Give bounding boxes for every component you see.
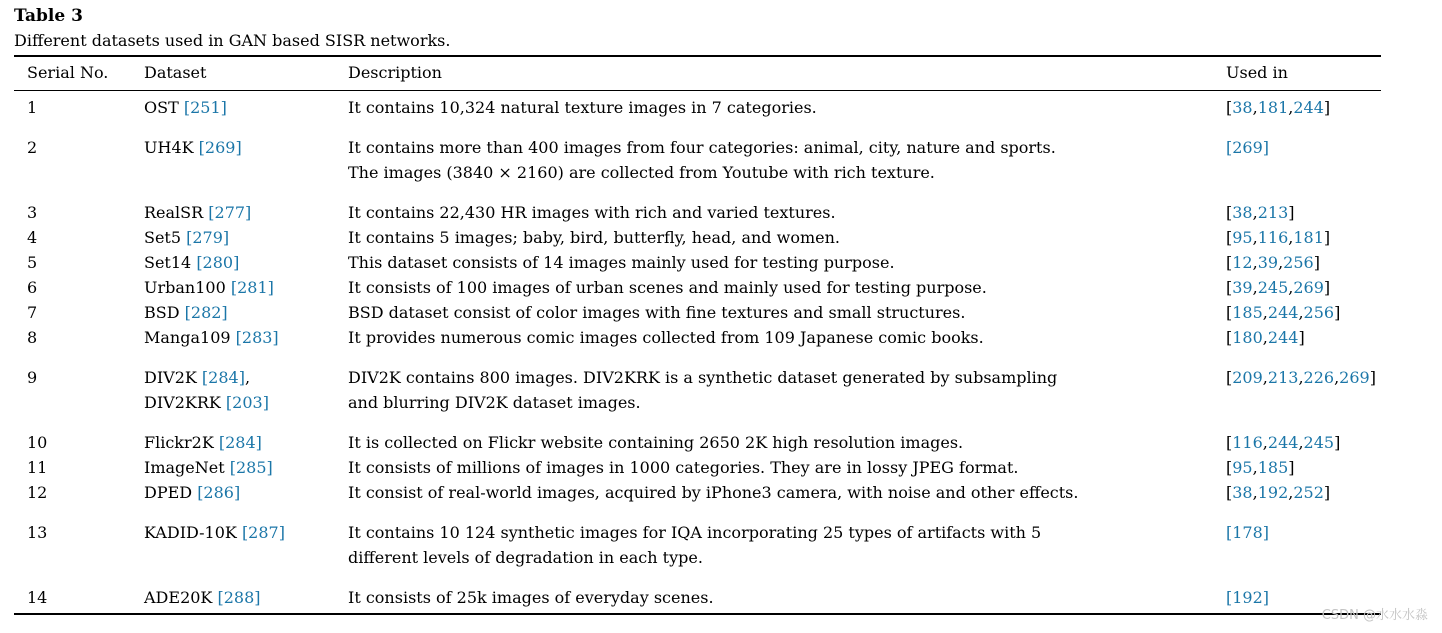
description-line: and blurring DIV2K dataset images. xyxy=(348,393,641,412)
citation-link[interactable]: 185 xyxy=(1232,303,1263,322)
citation-punctuation: [ xyxy=(1226,458,1233,477)
citation-link[interactable]: 38 xyxy=(1232,483,1253,502)
used-in-cell xyxy=(1226,455,1295,480)
description-cell xyxy=(348,200,836,225)
citation-punctuation: DIV2K xyxy=(144,368,202,387)
used-in-cell xyxy=(1226,430,1340,455)
description-cell xyxy=(348,300,965,325)
dataset-cell xyxy=(144,430,262,455)
dataset-line xyxy=(144,275,274,300)
dataset-line xyxy=(144,95,227,120)
citation-link[interactable]: [282] xyxy=(184,303,228,322)
citation-punctuation: ] xyxy=(1369,368,1376,387)
watermark: CSDN @水水水淼 xyxy=(1321,608,1428,623)
dataset-cell xyxy=(144,455,273,480)
citation-link[interactable]: 38 xyxy=(1232,203,1253,222)
serial-number-cell: 8 xyxy=(27,328,38,347)
dataset-line xyxy=(144,480,240,505)
citation-link[interactable]: 269 xyxy=(1339,368,1370,387)
description-cell xyxy=(348,430,963,455)
citation-link[interactable]: 226 xyxy=(1303,368,1335,387)
used-in-cell xyxy=(1226,275,1330,300)
citation-link[interactable]: [285] xyxy=(229,458,273,477)
dataset-cell xyxy=(144,95,227,120)
serial-number-cell: 10 xyxy=(27,433,48,452)
citation-link[interactable]: 116 xyxy=(1257,228,1289,247)
citation-punctuation: [ xyxy=(1226,98,1233,117)
dataset-line xyxy=(144,250,239,275)
citation-punctuation: KADID-10K xyxy=(144,523,242,542)
dataset-cell xyxy=(144,365,269,415)
citation-punctuation: Set5 xyxy=(144,228,187,247)
citation-link[interactable]: 181 xyxy=(1257,98,1289,117)
citation-punctuation: ADE20K xyxy=(144,588,218,607)
citation-punctuation: , xyxy=(1262,368,1268,387)
citation-punctuation: [ xyxy=(1226,328,1233,347)
description-cell xyxy=(348,455,1018,480)
citation-link[interactable]: 39 xyxy=(1257,253,1279,272)
citation-punctuation: [ xyxy=(1226,253,1233,272)
citation-punctuation: , xyxy=(1288,228,1294,247)
description-line: This dataset consists of 14 images mainly used for testing purpose. xyxy=(348,253,895,272)
citation-link[interactable]: 213 xyxy=(1267,368,1299,387)
citation-link[interactable]: 256 xyxy=(1283,253,1314,272)
citation-punctuation: Flickr2K xyxy=(144,433,219,452)
dataset-cell xyxy=(144,520,285,545)
description-cell xyxy=(348,95,817,120)
serial-number-cell: 3 xyxy=(27,203,38,222)
citation-punctuation: , xyxy=(244,368,251,387)
used-in-cell xyxy=(1226,200,1295,225)
top-rule xyxy=(14,55,1381,57)
citation-link[interactable]: 116 xyxy=(1232,433,1263,452)
citation-punctuation: [ xyxy=(1226,228,1233,247)
serial-number-cell: 7 xyxy=(27,303,38,322)
table-caption xyxy=(14,5,450,52)
citation-punctuation: [ xyxy=(1226,203,1233,222)
citation-link[interactable]: [192] xyxy=(1226,588,1270,607)
serial-number-cell: 12 xyxy=(27,483,48,502)
description-cell xyxy=(348,585,714,610)
citation-punctuation: , xyxy=(1252,458,1258,477)
citation-punctuation: RealSR xyxy=(144,203,209,222)
citation-link[interactable]: 209 xyxy=(1232,368,1263,387)
description-line: It contains more than 400 images from four categories: animal, city, nature and sports. xyxy=(348,138,1056,157)
header-description: Description xyxy=(348,63,442,82)
citation-punctuation: ImageNet xyxy=(144,458,230,477)
dataset-line xyxy=(144,585,261,610)
dataset-line xyxy=(144,200,251,225)
citation-link[interactable]: [286] xyxy=(197,483,241,502)
description-line: different levels of degradation in each type. xyxy=(348,548,703,567)
description-line: It consist of real-world images, acquired by iPhone3 camera, with noise and other effects. xyxy=(348,483,1079,502)
table-title: Different datasets used in GAN based SISR networks. xyxy=(14,31,451,50)
citation-punctuation: ] xyxy=(1298,328,1305,347)
used-in-cell xyxy=(1226,520,1269,545)
description-line: It is collected on Flickr website containing 2650 2K high resolution images. xyxy=(348,433,964,452)
citation-punctuation: [ xyxy=(1226,483,1233,502)
citation-punctuation: , xyxy=(1288,98,1294,117)
citation-punctuation: , xyxy=(1252,278,1258,297)
description-cell xyxy=(348,365,1057,415)
citation-link[interactable]: [281] xyxy=(230,278,274,297)
citation-link[interactable]: 244 xyxy=(1267,433,1299,452)
citation-punctuation: , xyxy=(1262,303,1268,322)
header-rule xyxy=(14,90,1381,91)
citation-punctuation: , xyxy=(1334,368,1340,387)
citation-link[interactable]: 185 xyxy=(1257,458,1289,477)
citation-punctuation: , xyxy=(1298,433,1304,452)
citation-link[interactable]: 12 xyxy=(1232,253,1253,272)
citation-link[interactable]: 244 xyxy=(1293,98,1324,117)
citation-link[interactable]: [269] xyxy=(1226,138,1270,157)
dataset-line xyxy=(144,135,242,160)
dataset-cell xyxy=(144,275,274,300)
citation-link[interactable]: [284] xyxy=(201,368,245,387)
dataset-cell xyxy=(144,225,229,250)
description-cell xyxy=(348,135,1056,185)
dataset-cell xyxy=(144,300,228,325)
citation-punctuation: Manga109 xyxy=(144,328,236,347)
serial-number-cell: 9 xyxy=(27,368,38,387)
citation-punctuation: , xyxy=(1252,203,1258,222)
description-line: It consists of 25k images of everyday scenes. xyxy=(348,588,714,607)
citation-punctuation: DIV2KRK xyxy=(144,393,226,412)
citation-link[interactable]: 256 xyxy=(1303,303,1335,322)
dataset-line xyxy=(144,225,229,250)
description-line: The images (3840 × 2160) are collected from Youtube with rich texture. xyxy=(348,163,935,182)
citation-link[interactable]: [280] xyxy=(196,253,240,272)
citation-punctuation: , xyxy=(1278,253,1284,272)
used-in-cell xyxy=(1226,135,1269,160)
dataset-line xyxy=(144,365,269,390)
dataset-line xyxy=(144,325,279,350)
citation-punctuation: OST xyxy=(144,98,184,117)
citation-punctuation: BSD xyxy=(144,303,185,322)
citation-punctuation: ] xyxy=(1288,458,1295,477)
citation-punctuation: UH4K xyxy=(144,138,199,157)
citation-link[interactable]: 180 xyxy=(1232,328,1263,347)
citation-link[interactable]: 38 xyxy=(1232,98,1253,117)
citation-punctuation: , xyxy=(1252,483,1258,502)
citation-punctuation: [ xyxy=(1226,278,1233,297)
citation-link[interactable]: [178] xyxy=(1226,523,1270,542)
citation-link[interactable]: 95 xyxy=(1232,458,1253,477)
citation-punctuation: ] xyxy=(1323,98,1331,117)
citation-punctuation: ] xyxy=(1288,203,1295,222)
header-serial-no: Serial No. xyxy=(27,63,109,82)
serial-number-cell: 2 xyxy=(27,138,38,157)
citation-link[interactable]: 244 xyxy=(1267,328,1299,347)
citation-link[interactable]: 252 xyxy=(1293,483,1324,502)
citation-link[interactable]: [288] xyxy=(217,588,261,607)
citation-punctuation: , xyxy=(1252,253,1258,272)
description-cell xyxy=(348,480,1078,505)
header-dataset: Dataset xyxy=(144,63,207,82)
citation-punctuation: , xyxy=(1298,368,1304,387)
citation-punctuation: ] xyxy=(1323,483,1331,502)
description-line: It provides numerous comic images collected from 109 Japanese comic books. xyxy=(348,328,984,347)
citation-link[interactable]: [287] xyxy=(241,523,285,542)
used-in-cell xyxy=(1226,480,1330,505)
description-cell xyxy=(348,275,987,300)
citation-punctuation: , xyxy=(1262,328,1268,347)
bottom-rule xyxy=(14,613,1381,615)
serial-number-cell: 4 xyxy=(27,228,38,247)
citation-link[interactable]: 213 xyxy=(1257,203,1289,222)
citation-punctuation: , xyxy=(1252,228,1258,247)
serial-number-cell: 1 xyxy=(27,98,38,117)
description-line: It consists of 100 images of urban scenes and mainly used for testing purpose. xyxy=(348,278,987,297)
citation-link[interactable]: 269 xyxy=(1293,278,1324,297)
citation-link[interactable]: 95 xyxy=(1232,228,1253,247)
used-in-cell xyxy=(1226,365,1376,390)
citation-link[interactable]: [251] xyxy=(183,98,227,117)
used-in-cell xyxy=(1226,325,1305,350)
citation-punctuation: ] xyxy=(1334,433,1341,452)
serial-number-cell: 11 xyxy=(27,458,48,477)
dataset-cell xyxy=(144,135,242,160)
description-line: It contains 22,430 HR images with rich and varied textures. xyxy=(348,203,836,222)
citation-link[interactable]: [283] xyxy=(235,328,279,347)
used-in-cell xyxy=(1226,300,1340,325)
citation-punctuation: , xyxy=(1252,98,1258,117)
table-label: Table 3 xyxy=(14,6,83,26)
dataset-line xyxy=(144,390,269,415)
citation-link[interactable]: [277] xyxy=(208,203,252,222)
citation-punctuation: ] xyxy=(1323,278,1331,297)
citation-link[interactable]: [284] xyxy=(218,433,262,452)
description-cell xyxy=(348,225,840,250)
dataset-line xyxy=(144,520,285,545)
citation-punctuation: ] xyxy=(1323,228,1331,247)
serial-number-cell: 6 xyxy=(27,278,38,297)
used-in-cell xyxy=(1226,225,1330,250)
citation-link[interactable]: 245 xyxy=(1303,433,1335,452)
citation-punctuation: ] xyxy=(1313,253,1320,272)
citation-punctuation: [ xyxy=(1226,368,1233,387)
citation-punctuation: , xyxy=(1288,483,1294,502)
description-line: It contains 5 images; baby, bird, butterfly, head, and women. xyxy=(348,228,840,247)
description-line: It consists of millions of images in 1000 categories. They are in lossy JPEG format. xyxy=(348,458,1019,477)
citation-link[interactable]: [203] xyxy=(225,393,269,412)
citation-link[interactable]: 181 xyxy=(1293,228,1324,247)
citation-punctuation: , xyxy=(1262,433,1268,452)
citation-punctuation: [ xyxy=(1226,303,1233,322)
citation-link[interactable]: 39 xyxy=(1232,278,1253,297)
citation-punctuation: , xyxy=(1288,278,1294,297)
serial-number-cell: 14 xyxy=(27,588,48,607)
used-in-cell xyxy=(1226,250,1320,275)
used-in-cell xyxy=(1226,585,1269,610)
dataset-cell xyxy=(144,325,279,350)
dataset-cell xyxy=(144,250,239,275)
dataset-line xyxy=(144,300,228,325)
serial-number-cell: 5 xyxy=(27,253,38,272)
citation-link[interactable]: 192 xyxy=(1257,483,1289,502)
description-cell xyxy=(348,325,984,350)
citation-link[interactable]: [279] xyxy=(186,228,230,247)
citation-punctuation: Set14 xyxy=(144,253,197,272)
citation-link[interactable]: [269] xyxy=(198,138,242,157)
description-line: It contains 10 124 synthetic images for IQA incorporating 25 types of artifacts with 5 xyxy=(348,523,1042,542)
dataset-cell xyxy=(144,480,240,505)
used-in-cell xyxy=(1226,95,1330,120)
citation-punctuation: DPED xyxy=(144,483,198,502)
citation-punctuation: ] xyxy=(1334,303,1341,322)
description-line: BSD dataset consist of color images with fine textures and small structures. xyxy=(348,303,966,322)
dataset-line xyxy=(144,430,262,455)
citation-punctuation: , xyxy=(1298,303,1304,322)
dataset-cell xyxy=(144,200,251,225)
description-line: It contains 10,324 natural texture images in 7 categories. xyxy=(348,98,817,117)
description-cell xyxy=(348,520,1041,570)
description-cell xyxy=(348,250,895,275)
citation-link[interactable]: 245 xyxy=(1257,278,1289,297)
description-line: DIV2K contains 800 images. DIV2KRK is a synthetic dataset generated by subsampling xyxy=(348,368,1058,387)
citation-punctuation: Urban100 xyxy=(144,278,231,297)
dataset-cell xyxy=(144,585,261,610)
citation-link[interactable]: 244 xyxy=(1267,303,1299,322)
serial-number-cell: 13 xyxy=(27,523,48,542)
dataset-line xyxy=(144,455,273,480)
citation-punctuation: [ xyxy=(1226,433,1233,452)
header-used-in: Used in xyxy=(1226,63,1288,82)
